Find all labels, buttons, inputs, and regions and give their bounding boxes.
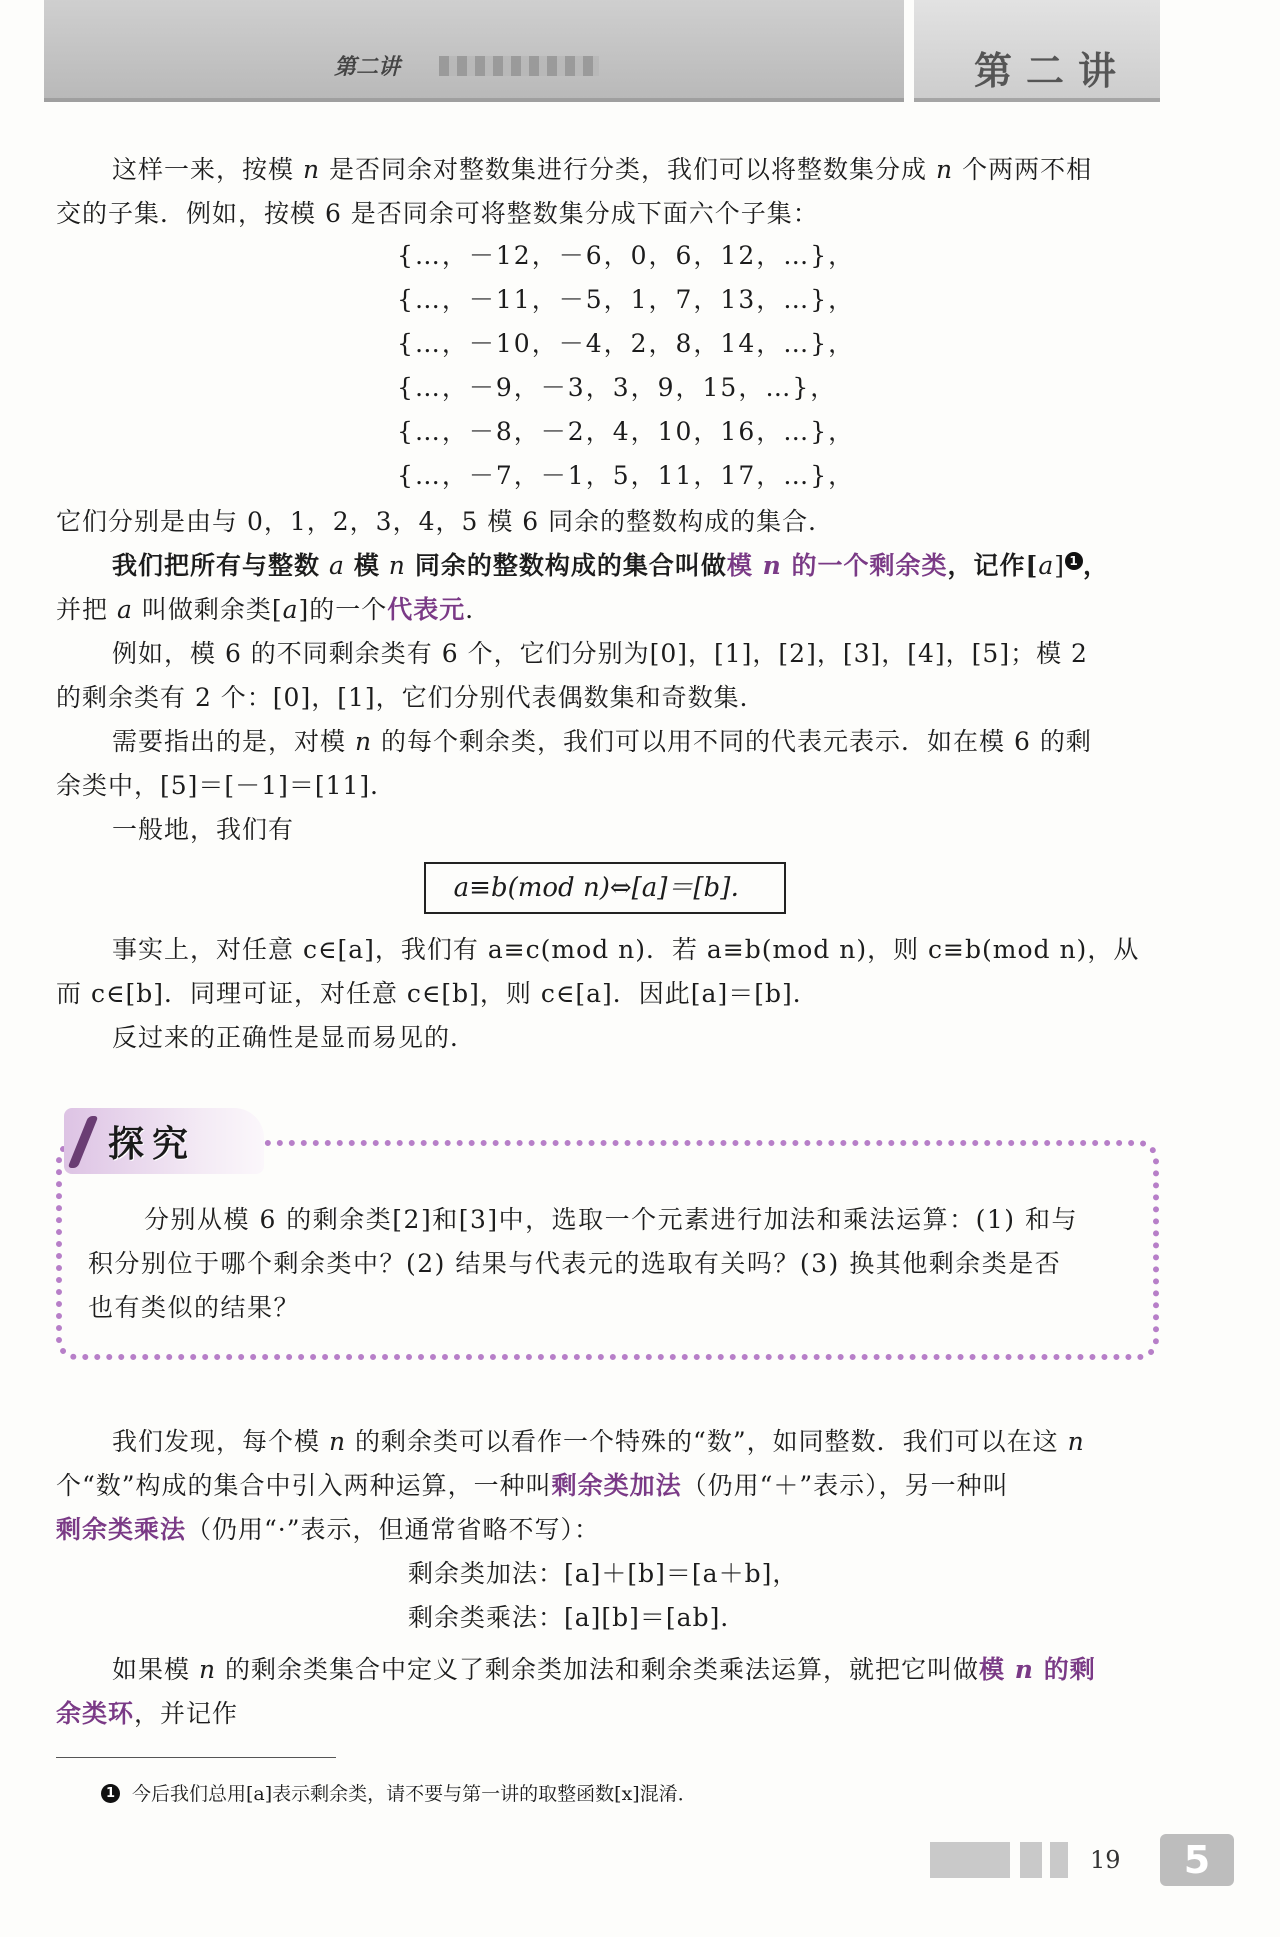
footer-bar: [1050, 1842, 1068, 1878]
explore-title: 探究: [108, 1124, 197, 1165]
page-number: 19: [1090, 1846, 1121, 1874]
footer-bar: [930, 1842, 1010, 1878]
footnote-number: 1: [101, 1784, 120, 1803]
paragraph-general: 一般地，我们有: [112, 815, 295, 844]
header-title-blurred: [439, 56, 599, 76]
footnote-marker[interactable]: 1: [1065, 552, 1083, 570]
paragraph-definition: 我们把所有与整数 a 模 n 同余的整数构成的集合叫做模 n 的一个剩余类，记作[a] 1 ， 并把 a 叫做剩余类[a]的一个代表元．: [56, 551, 1110, 624]
term-representative: 代表元: [387, 595, 466, 624]
set-row: {…，－11，－5，1，7，13，…}，: [397, 285, 856, 314]
formula-addition: 剩余类加法：[a]＋[b]＝[a＋b]，: [408, 1559, 799, 1588]
term-residue-multiplication: 剩余类乘法: [56, 1515, 187, 1544]
paragraph-residue-ring: 如果模 n 的剩余类集合中定义了剩余类加法和剩余类乘法运算，就把它叫做模 n 的剩 余类环，并记作: [56, 1655, 1096, 1728]
footer-bar: [1020, 1842, 1042, 1878]
paragraph-representatives: 需要指出的是，对模 n 的每个剩余类，我们可以用不同的代表元表示．如在模 6 的剩 余类中，[5]＝[－1]＝[11]．: [56, 727, 1092, 800]
footnote-divider: [56, 1757, 336, 1758]
set-row: {…，－9，－3，3，9，15，…}，: [397, 373, 838, 402]
footnote-text: 今后我们总用[a]表示剩余类，请不要与第一讲的取整函数[x]混淆．: [132, 1783, 697, 1805]
term-residue-addition: 剩余类加法: [551, 1471, 682, 1500]
header-bar: [44, 0, 904, 102]
set-row: {…，－12，－6，0，6，12，…}，: [397, 241, 856, 270]
header-lecture-label: 第二讲: [334, 55, 401, 80]
term-residue-ring-a: 模 n 的剩: [979, 1655, 1096, 1684]
set-row: {…，－7，－1，5，11，17，…}，: [397, 461, 856, 490]
paragraph-converse: 反过来的正确性是显而易见的．: [112, 1023, 477, 1052]
page-header: [44, 0, 1160, 100]
formula-multiplication: 剩余类乘法：[a][b]＝[ab]．: [408, 1603, 747, 1632]
paragraph-sets-summary: 它们分别是由与 0，1，2，3，4，5 模 6 同余的整数构成的集合．: [56, 507, 835, 536]
set-row: {…，－10，－4，2，8，14，…}，: [397, 329, 856, 358]
header-lecture-badge: 第二讲: [974, 48, 1131, 93]
explore-text: 分别从模 6 的剩余类[2]和[3]中，选取一个元素进行加法和乘法运算：(1) 和与 积分别位于哪个剩余类中？(2) 结果与代表元的选取有关吗？(3) 换其他剩余类是否 也有类似的结果？: [88, 1205, 1078, 1322]
paragraph-example: 例如，模 6 的不同剩余类有 6 个，它们分别为[0]，[1]，[2]，[3]，[4]，[5]；模 2 的剩余类有 2 个：[0]，[1]，它们分别代表偶数集和奇数集．: [56, 639, 1088, 712]
term-residue-class: 模 n 的一个剩余类: [726, 551, 948, 580]
paragraph-proof: 事实上，对任意 c∈[a]，我们有 a≡c(mod n)．若 a≡b(mod n)，则 c≡b(mod n)，从 而 c∈[b]．同理可证，对任意 c∈[b]，则 c∈[a]．因此[a]＝[b]．: [56, 935, 1140, 1008]
residue-set-list: [397, 234, 855, 498]
boxed-equivalence-formula: a≡b(mod n)⇔[a]＝[b]．: [424, 862, 786, 914]
set-row: {…，－8，－2，4，10，16，…}，: [397, 417, 856, 446]
paragraph-intro: 这样一来，按模 n 是否同余对整数集进行分类，我们可以将整数集分成 n 个两两不相 交的子集．例如，按模 6 是否同余可将整数集分成下面六个子集：: [56, 155, 1093, 228]
section-number-badge: 5: [1160, 1834, 1234, 1886]
term-residue-ring-b: 余类环: [56, 1699, 135, 1728]
paragraph-operations: 我们发现，每个模 n 的剩余类可以看作一个特殊的“数”，如同整数．我们可以在这 n 个“数”构成的集合中引入两种运算，一种叫剩余类加法（仍用“＋”表示），另一种叫 剩余类乘法（仍用“·”表示，但通常省略不写）：: [56, 1427, 1085, 1544]
